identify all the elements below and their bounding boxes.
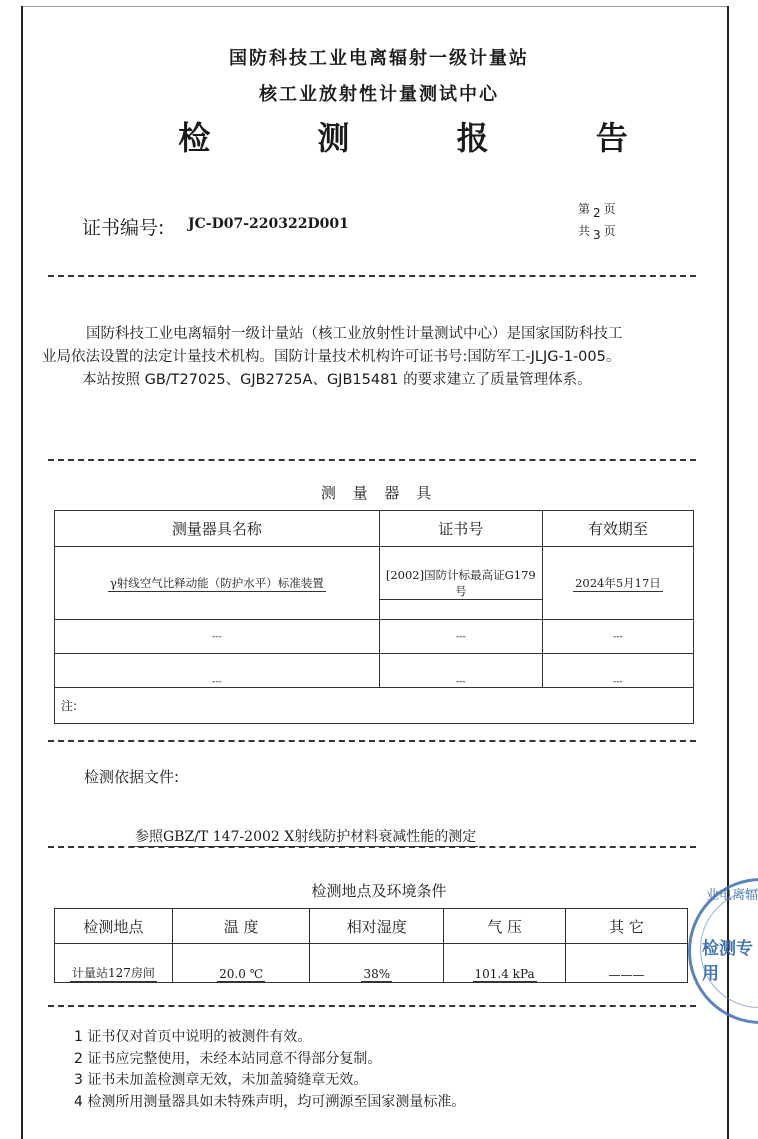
humidity-value <box>310 944 444 983</box>
instruments-table <box>54 510 694 724</box>
page-prefix: 第 <box>578 202 591 216</box>
other-text: ——— <box>608 968 645 982</box>
instrument-valid <box>542 547 693 620</box>
page-current: 2 <box>593 206 601 220</box>
intro-paragraph <box>42 323 704 392</box>
page-number <box>578 200 616 220</box>
environment-title: 检测地点及环境条件 <box>311 882 447 900</box>
certificate-number: JC-D07-220322D001 <box>188 216 349 232</box>
col-header-temperature: 温 度 <box>172 909 310 944</box>
list-item: 3 证书未加盖检测章无效，未加盖骑缝章无效。 <box>74 1072 368 1088</box>
temperature-value <box>172 944 310 983</box>
empty-cell: --- <box>55 620 380 654</box>
divider <box>48 459 696 461</box>
temperature-text: 20.0 ℃ <box>219 967 264 981</box>
stamp-text-center: 检测专用 <box>702 939 753 984</box>
basis-reference: 参照GBZ/T 147-2002 X射线防护材料衰减性能的测定 <box>133 826 478 847</box>
list-item: 1 证书仅对首页中说明的被测件有效。 <box>74 1029 312 1045</box>
empty-cell: --- <box>379 654 542 688</box>
humidity-text: 38% <box>363 967 391 981</box>
location-text: 计量站127房间 <box>71 966 155 980</box>
pressure-text: 101.4 kPa <box>474 967 535 981</box>
divider <box>48 740 696 742</box>
list-item: 2 证书应完整使用，未经本站同意不得部分复制。 <box>74 1050 382 1067</box>
instruments-title: 测 量 器 具 <box>320 484 438 502</box>
instrument-valid-text: 2024年5月17日 <box>575 575 661 590</box>
intro-line1: 国防科技工业电离辐射一级计量站（核工业放射性计量测试中心）是国家国防科技工 <box>86 326 623 342</box>
intro-line3: 本站按照 GB/T27025、GJB2725A、GJB15481 的要求建立了质量管理体系。 <box>82 372 592 388</box>
col-header-location: 检测地点 <box>55 909 173 944</box>
table-header-row <box>55 909 688 944</box>
environment-table <box>54 908 688 983</box>
table-row <box>55 547 694 620</box>
empty-cell: --- <box>542 620 693 654</box>
col-header-humidity: 相对湿度 <box>310 909 444 944</box>
org-name-line2: 核工业放射性计量测试中心 <box>259 84 499 105</box>
instrument-name <box>55 547 380 620</box>
divider <box>48 1005 696 1007</box>
table-row <box>55 654 694 688</box>
col-header-other: 其 它 <box>566 909 688 944</box>
top-border <box>21 6 729 7</box>
note-label: 注: <box>55 688 694 724</box>
col-header-pressure: 气 压 <box>444 909 566 944</box>
total-suffix: 页 <box>603 224 616 238</box>
col-header-valid: 有效期至 <box>542 511 693 547</box>
basis-label: 检测依据文件: <box>84 768 180 786</box>
instrument-cert <box>379 547 542 620</box>
col-header-cert: 证书号 <box>379 511 542 547</box>
pressure-value <box>444 944 566 983</box>
instrument-cert-text: [2002]国防计标最高证G179号 <box>380 567 542 600</box>
location-value <box>55 944 173 983</box>
empty-cell: --- <box>379 620 542 654</box>
table-row <box>55 944 688 983</box>
page-total <box>578 222 616 242</box>
certificate-number-label: 证书编号: <box>82 217 165 239</box>
intro-line2: 业局依法设置的法定计量技术机构。国防计量技术机构许可证书号:国防军工-JLJG-1-005。 <box>42 349 621 365</box>
total-pages: 3 <box>593 228 601 242</box>
stamp-text-arc: 业电离辐 <box>706 888 758 903</box>
notes-list <box>74 1027 465 1113</box>
list-item: 4 检测所用测量器具如未特殊声明，均可溯源至国家测量标准。 <box>74 1093 466 1110</box>
col-header-name: 测量器具名称 <box>55 511 380 547</box>
empty-cell: --- <box>55 654 380 688</box>
divider <box>48 275 696 277</box>
page-suffix: 页 <box>603 202 616 216</box>
instrument-name-text: γ射线空气比释动能（防护水平）标准装置 <box>109 575 324 590</box>
total-prefix: 共 <box>578 224 591 238</box>
left-border <box>21 6 23 1139</box>
note-row <box>55 688 694 724</box>
other-value <box>566 944 688 983</box>
empty-cell: --- <box>542 654 693 688</box>
table-header-row <box>55 511 694 547</box>
table-row <box>55 620 694 654</box>
report-title: 检 测 报 告 <box>178 119 676 157</box>
org-name-line1: 国防科技工业电离辐射一级计量站 <box>229 48 529 69</box>
